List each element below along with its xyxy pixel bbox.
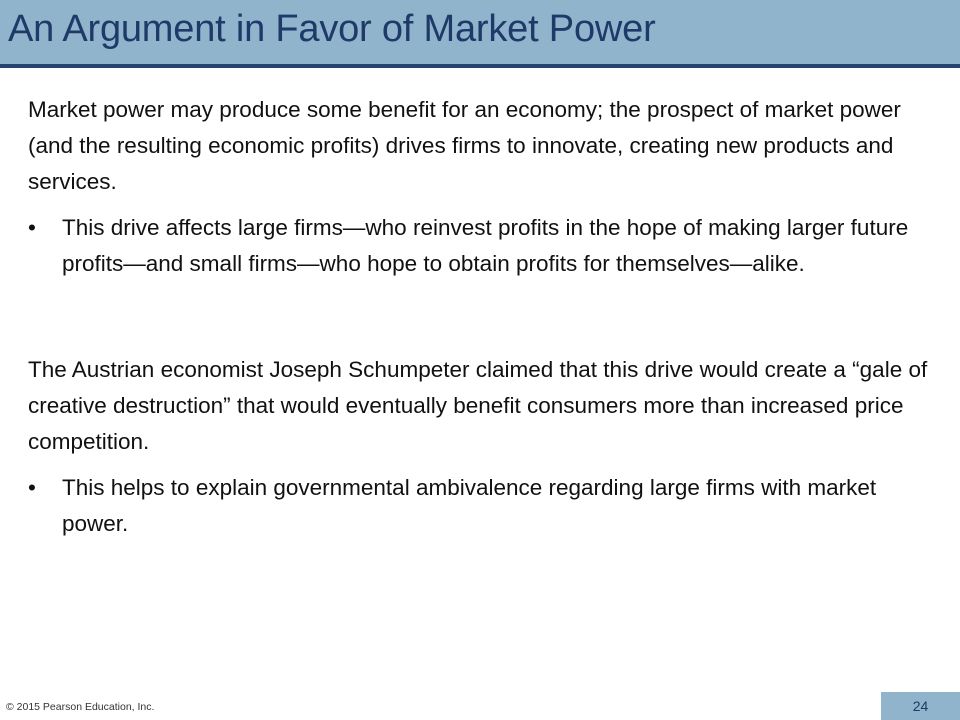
bullet-text: This drive affects large firms—who reinvest profits in the hope of making larger future profits—and small firms—who hope to obtain profits for themselves—alike. [62, 215, 909, 276]
title-divider [0, 64, 960, 68]
bullet-icon: • [28, 475, 36, 500]
paragraph-schumpeter: The Austrian economist Joseph Schumpeter claimed that this drive would create a “gale of creative destruction” that would eventually benefit consumers more than increased price competition. [28, 357, 928, 454]
slide-title: An Argument in Favor of Market Power [8, 8, 656, 50]
paragraph-market-power-benefit: Market power may produce some benefit for an economy; the prospect of market power (and the resulting economic profits) drives firms to innovate, creating new products and services. [28, 97, 901, 194]
page-number: 24 [881, 692, 960, 720]
bullet-item-government-ambivalence [28, 470, 928, 542]
copyright-footer: © 2015 Pearson Education, Inc. [6, 701, 155, 713]
slide-body [28, 92, 928, 542]
bullet-icon: • [28, 215, 36, 240]
bullet-text: This helps to explain governmental ambivalence regarding large firms with market power. [62, 475, 877, 536]
title-bar [0, 0, 960, 64]
bullet-item-firms-drive [28, 210, 928, 282]
